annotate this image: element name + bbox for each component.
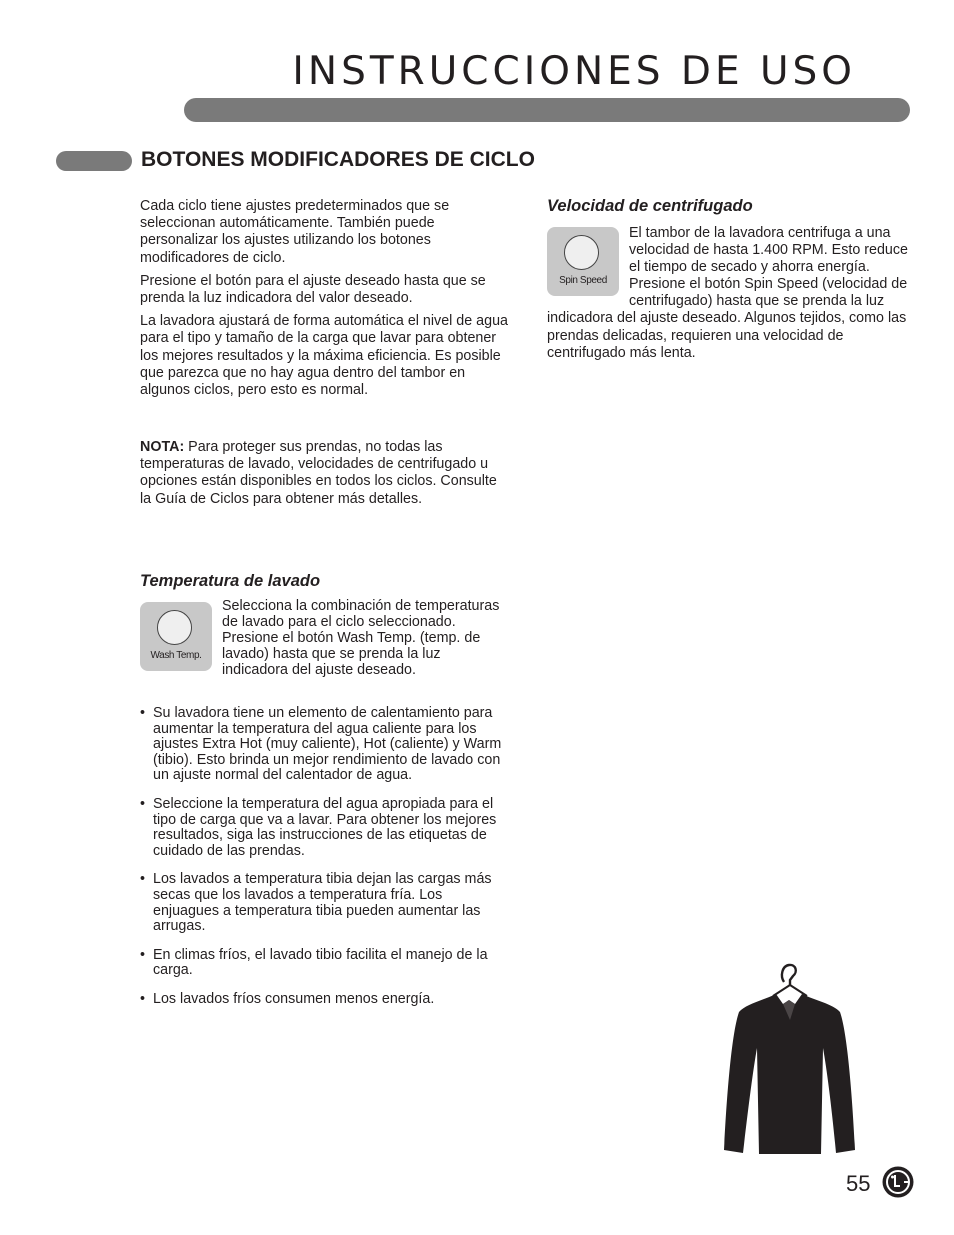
intro-text xyxy=(140,198,510,405)
list-item: • Su lavadora tiene un elemento de calentamiento para aumentar la temperatura del agua caliente para los ajustes Extra Hot (muy caliente), Hot (caliente) y Warm (tibio). Esto brinda un mejor rendimiento de lavado con un ajuste normal del calentador de agua. xyxy=(140,706,512,784)
spin-speed-description: El tambor de la lavadora centrifuga a una velocidad de hasta 1.400 RPM. Esto reduce el tiempo de secado y ahorra energía. Presione el botón Spin Speed (velocidad de centrifugado) hasta que se prenda la luz indicadora del ajuste deseado. Algunos tejidos, como las prendas delicadas, requieren una velocidad de centrifugado más lenta. xyxy=(547,225,908,361)
note-label: NOTA: xyxy=(140,439,185,455)
spin-speed-button-label: Spin Speed xyxy=(559,275,607,286)
note-text: Para proteger sus prendas, no todas las temperaturas de lavado, velocidades de centrifugado u opciones están disponibles en todos los ciclos. Consulte la Guía de Ciclos para obtener más detalles. xyxy=(140,439,497,507)
intro-paragraph-3: La lavadora ajustará de forma automática el nivel de agua para el tipo y tamaño de la carga que lavar para obtener los mejores resultados y la máxima eficiencia. Es posible que parezca que no hay agua dentro del tambor en algunos ciclos, pero esto es normal. xyxy=(140,313,508,399)
list-item: • Seleccione la temperatura del agua apropiada para el tipo de carga que va a lavar. Para obtener los mejores resultados, siga las instrucciones de las etiquetas de cuidado de las prendas. xyxy=(140,797,512,859)
wash-temp-description: Selecciona la combinación de temperaturas de lavado para el ciclo seleccionado. Presione el botón Wash Temp. (temp. de lavado) hasta que se prenda la luz indicadora del ajuste deseado. xyxy=(222,598,500,678)
page-number: 55 xyxy=(846,1171,871,1196)
spin-speed-heading: Velocidad de centrifugado xyxy=(547,197,753,215)
wash-temp-button-label: Wash Temp. xyxy=(150,650,202,661)
wash-temp-bullets xyxy=(140,706,512,1021)
header-bar xyxy=(184,98,910,122)
wash-temp-heading: Temperatura de lavado xyxy=(140,572,321,590)
section-heading: BOTONES MODIFICADORES DE CICLO xyxy=(141,148,535,171)
wash-temp-button-circle xyxy=(157,610,192,645)
intro-paragraph-2: Presione el botón para el ajuste deseado hasta que se prenda la luz indicadora del valor deseado. xyxy=(140,272,486,307)
list-item: • En climas fríos, el lavado tibio facilita el manejo de la carga. xyxy=(140,948,512,979)
list-item: • Los lavados a temperatura tibia dejan las cargas más secas que los lavados a temperatura fría. Los enjuagues a temperatura tibia pueden aumentar las arrugas. xyxy=(140,872,512,934)
lg-logo-icon xyxy=(882,1166,914,1198)
section-pill xyxy=(56,151,132,171)
spin-speed-text xyxy=(547,225,909,362)
page-title: INSTRUCCIONES DE USO xyxy=(292,49,856,94)
list-item: • Los lavados fríos consumen menos energía. xyxy=(140,992,512,1008)
wash-temp-button-illustration xyxy=(140,602,212,671)
intro-paragraph-1: Cada ciclo tiene ajustes predeterminados que se seleccionan automáticamente. También puede personalizar los ajustes utilizando los botones modificadores de ciclo. xyxy=(140,198,450,266)
note xyxy=(140,439,510,508)
shirt-on-hanger-illustration xyxy=(718,960,860,1156)
